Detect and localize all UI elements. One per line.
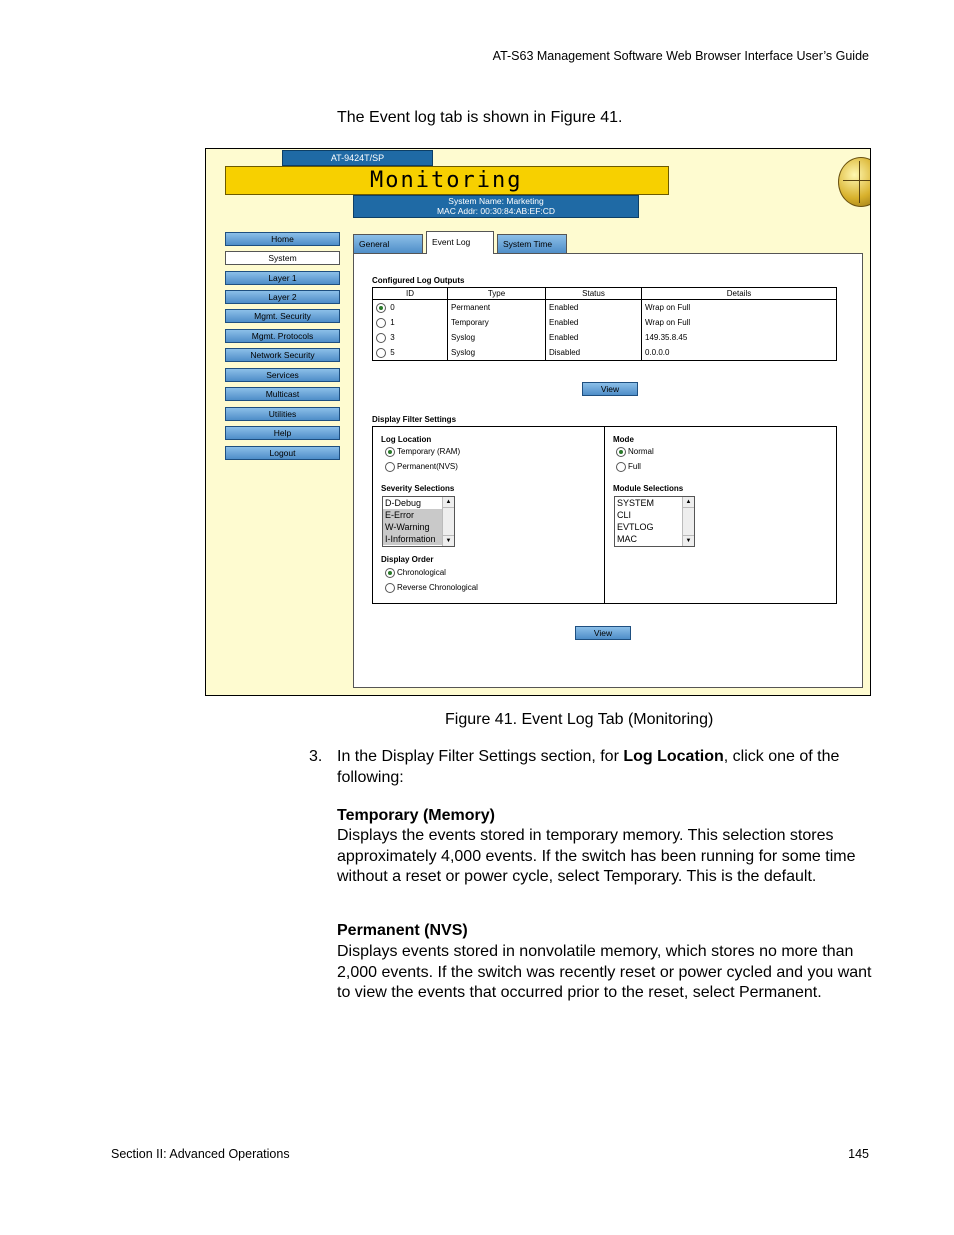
row-id: 3 — [390, 332, 395, 342]
table-row[interactable] — [373, 330, 837, 345]
mode-full[interactable] — [616, 462, 641, 472]
filter-title: Display Filter Settings — [372, 415, 457, 424]
configured-outputs-title: Configured Log Outputs — [372, 276, 465, 285]
row-type: Syslog — [448, 345, 546, 361]
list-item[interactable]: EVTLOG — [617, 522, 654, 532]
intro-text: The Event log tab is shown in Figure 41. — [337, 109, 623, 126]
option-term: Permanent (NVS) — [337, 922, 468, 939]
log-location-label: Log Location — [381, 435, 432, 444]
figure-caption: Figure 41. Event Log Tab (Monitoring) — [445, 711, 714, 728]
list-item[interactable]: D-Debug — [385, 498, 422, 508]
order-chronological-label: Chronological — [397, 568, 446, 578]
nav-system[interactable]: System — [225, 251, 340, 265]
scroll-down-icon[interactable]: ▼ — [443, 535, 454, 546]
row-radio[interactable] — [376, 348, 386, 358]
scroll-down-icon[interactable]: ▼ — [683, 535, 694, 546]
monitoring-banner — [225, 166, 669, 195]
view-outputs-button[interactable]: View — [582, 382, 638, 396]
step-post: , click one of the following: — [337, 748, 840, 786]
nav-layer-2[interactable]: Layer 2 — [225, 290, 340, 304]
row-id: 1 — [390, 317, 395, 327]
col-id: ID — [373, 288, 448, 300]
radio-icon[interactable] — [616, 447, 626, 457]
step-number: 3. — [309, 748, 323, 765]
mode-normal-label: Normal — [628, 447, 654, 457]
radio-icon[interactable] — [385, 583, 395, 593]
radio-icon[interactable] — [385, 568, 395, 578]
step-text — [337, 747, 877, 788]
display-order-label: Display Order — [381, 555, 434, 564]
col-type: Type — [448, 288, 546, 300]
scrollbar[interactable] — [442, 497, 454, 546]
system-name: System Name: Marketing — [448, 196, 544, 206]
table-row[interactable] — [373, 345, 837, 361]
severity-listbox[interactable] — [382, 496, 455, 547]
row-status: Enabled — [546, 330, 642, 345]
row-details: 0.0.0.0 — [642, 345, 837, 361]
row-details: Wrap on Full — [642, 315, 837, 330]
nav-services[interactable]: Services — [225, 368, 340, 382]
nav-logout[interactable]: Logout — [225, 446, 340, 460]
device-label: AT-9424T/SP — [282, 150, 433, 166]
row-status: Disabled — [546, 345, 642, 361]
module-label: Module Selections — [613, 484, 684, 493]
nav-mgmt-protocols[interactable]: Mgmt. Protocols — [225, 329, 340, 343]
log-outputs-table — [372, 287, 837, 361]
system-info — [353, 195, 639, 218]
severity-label: Severity Selections — [381, 484, 455, 493]
figure-screenshot — [205, 148, 871, 696]
mode-normal[interactable] — [616, 447, 654, 457]
filter-settings-box — [372, 426, 837, 604]
page-number: 145 — [848, 1147, 869, 1161]
step-bold: Log Location — [623, 748, 724, 765]
nav-mgmt-security[interactable]: Mgmt. Security — [225, 309, 340, 323]
order-reverse-label: Reverse Chronological — [397, 583, 478, 593]
nav-network-security[interactable]: Network Security — [225, 348, 340, 362]
col-details: Details — [642, 288, 837, 300]
tab-system-time[interactable]: System Time — [497, 234, 567, 253]
row-status: Enabled — [546, 300, 642, 316]
running-header: AT-S63 Management Software Web Browser Interface User’s Guide — [492, 49, 869, 63]
module-listbox[interactable] — [614, 496, 695, 547]
nav-multicast[interactable]: Multicast — [225, 387, 340, 401]
list-item[interactable]: E-Error — [383, 509, 442, 521]
log-location-temporary-label: Temporary (RAM) — [397, 447, 461, 457]
scrollbar[interactable] — [682, 497, 694, 546]
log-location-permanent[interactable] — [385, 462, 458, 472]
nav-layer-1[interactable]: Layer 1 — [225, 271, 340, 285]
mode-full-label: Full — [628, 462, 641, 472]
list-item[interactable]: W-Warning — [383, 521, 442, 533]
order-reverse[interactable] — [385, 583, 478, 593]
nav-home[interactable]: Home — [225, 232, 340, 246]
row-radio[interactable] — [376, 333, 386, 343]
tab-event-log[interactable]: Event Log — [426, 231, 494, 254]
banner-title: Monitoring — [370, 168, 523, 193]
col-status: Status — [546, 288, 642, 300]
row-details: 149.35.8.45 — [642, 330, 837, 345]
step-pre: In the Display Filter Settings section, for — [337, 748, 624, 765]
mode-label: Mode — [613, 435, 634, 444]
row-id: 0 — [390, 302, 395, 312]
row-status: Enabled — [546, 315, 642, 330]
nav-help[interactable]: Help — [225, 426, 340, 440]
row-type: Syslog — [448, 330, 546, 345]
log-location-permanent-label: Permanent(NVS) — [397, 462, 458, 472]
table-row[interactable] — [373, 300, 837, 316]
log-location-temporary[interactable] — [385, 447, 460, 457]
row-radio[interactable] — [376, 318, 386, 328]
list-item[interactable]: CLI — [617, 510, 632, 520]
event-log-panel — [353, 253, 863, 688]
list-item[interactable]: I-Information — [383, 533, 442, 545]
radio-icon[interactable] — [385, 447, 395, 457]
row-radio[interactable] — [376, 303, 386, 313]
list-item[interactable]: SYSTEM — [617, 498, 655, 508]
nav-utilities[interactable]: Utilities — [225, 407, 340, 421]
filter-divider — [604, 427, 605, 603]
row-details: Wrap on Full — [642, 300, 837, 316]
row-type: Temporary — [448, 315, 546, 330]
tab-general[interactable]: General — [353, 234, 423, 253]
list-item[interactable]: MAC — [617, 534, 637, 544]
option-description: Displays the events stored in temporary memory. This selection stores approximately 4,000 events. If the switch has been running for some time without a reset or power cycle, select Temporary. This is the default. — [337, 827, 856, 885]
globe-logo-icon — [838, 157, 871, 207]
radio-icon[interactable] — [616, 462, 626, 472]
scroll-up-icon[interactable]: ▲ — [443, 497, 454, 508]
order-chronological[interactable] — [385, 568, 446, 578]
view-filter-button[interactable]: View — [575, 626, 631, 640]
row-type: Permanent — [448, 300, 546, 316]
footer-section: Section II: Advanced Operations — [111, 1147, 290, 1161]
scroll-up-icon[interactable]: ▲ — [683, 497, 694, 508]
option-term: Temporary (Memory) — [337, 807, 495, 824]
table-header — [373, 288, 837, 300]
radio-icon[interactable] — [385, 462, 395, 472]
table-row[interactable] — [373, 315, 837, 330]
option-description: Displays events stored in nonvolatile memory, which stores no more than 2,000 events. If the switch was recently reset or power cycled and you want to view the events that occurred prior to the reset, select Permanent. — [337, 943, 872, 1001]
mac-address: MAC Addr: 00:30:84:AB:EF:CD — [436, 206, 556, 216]
row-id: 5 — [390, 347, 395, 357]
